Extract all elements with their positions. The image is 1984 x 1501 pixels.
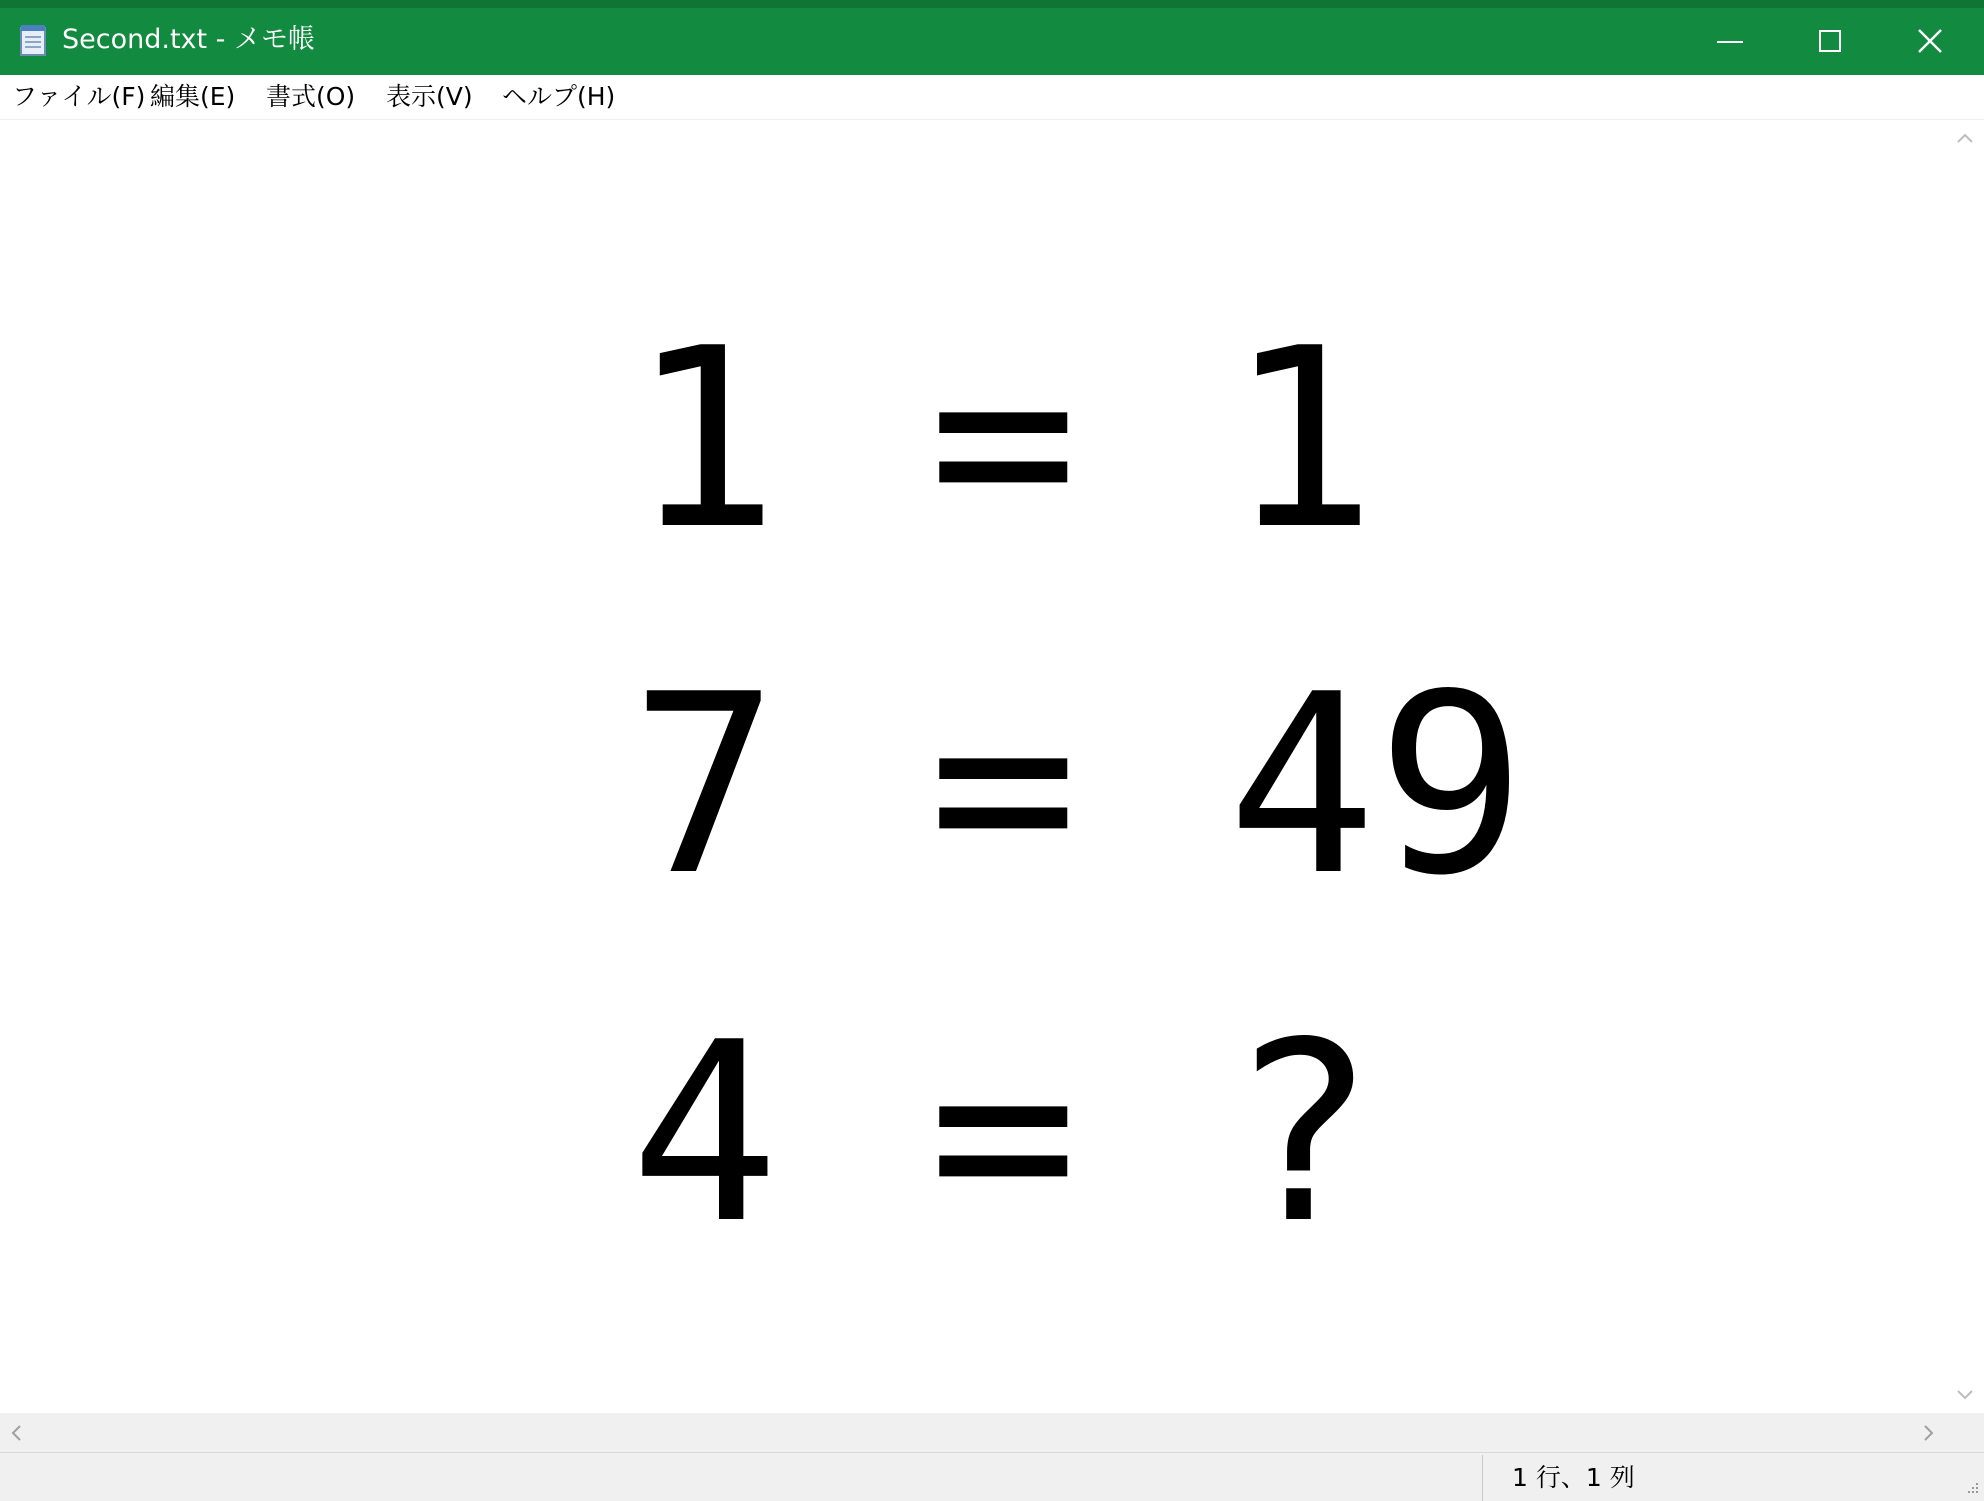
status-bar bbox=[0, 1452, 1984, 1501]
resize-grip-icon[interactable] bbox=[1962, 1479, 1980, 1497]
menu-file[interactable]: ファイル(F) bbox=[12, 82, 146, 111]
menu-bar bbox=[0, 75, 1984, 120]
vertical-scrollbar[interactable] bbox=[1945, 120, 1984, 1413]
text-editor[interactable] bbox=[0, 120, 1945, 1413]
notepad-icon bbox=[18, 24, 48, 56]
menu-help[interactable]: ヘルプ(H) bbox=[502, 82, 616, 111]
text-line-3: 4 = ? bbox=[630, 990, 1377, 1278]
close-icon bbox=[1915, 26, 1945, 56]
cursor-position: 1 行、1 列 bbox=[1512, 1463, 1635, 1492]
maximize-icon bbox=[1815, 26, 1845, 56]
close-button[interactable] bbox=[1882, 8, 1978, 75]
title-bar-top-edge bbox=[0, 0, 1984, 8]
window-title: Second.txt - メモ帳 bbox=[62, 24, 316, 55]
scroll-up-icon[interactable] bbox=[1955, 130, 1975, 146]
scroll-right-icon[interactable] bbox=[1921, 1423, 1937, 1443]
scrollbar-corner bbox=[1945, 1413, 1984, 1452]
title-bar[interactable] bbox=[0, 0, 1984, 75]
status-separator bbox=[1482, 1455, 1483, 1501]
menu-view[interactable]: 表示(V) bbox=[386, 82, 473, 111]
horizontal-scrollbar[interactable] bbox=[0, 1413, 1945, 1452]
minimize-button[interactable] bbox=[1682, 8, 1778, 75]
minimize-icon bbox=[1715, 26, 1745, 56]
maximize-button[interactable] bbox=[1782, 8, 1878, 75]
scroll-left-icon[interactable] bbox=[8, 1423, 24, 1443]
text-line-1: 1 = 1 bbox=[630, 296, 1377, 584]
menu-format[interactable]: 書式(O) bbox=[266, 82, 356, 111]
menu-edit[interactable]: 編集(E) bbox=[150, 82, 236, 111]
text-line-2: 7 = 49 bbox=[630, 642, 1526, 930]
scroll-down-icon[interactable] bbox=[1955, 1387, 1975, 1403]
